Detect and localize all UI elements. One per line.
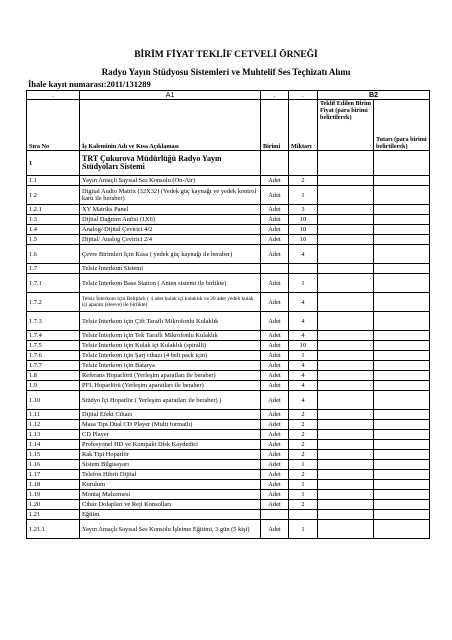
table-row	[27, 235, 430, 245]
table-row	[27, 293, 430, 312]
section-row	[27, 151, 430, 176]
row-number: 1.5	[27, 235, 80, 245]
row-number: 1.3	[27, 215, 80, 225]
row-number: 1.13	[27, 430, 80, 440]
row-total	[374, 470, 430, 480]
table-row	[27, 176, 430, 186]
row-quantity: 4	[289, 391, 318, 410]
row-total	[374, 215, 430, 225]
table-row	[27, 215, 430, 225]
row-description: Dijital/ Analog Çevirici 2/4	[80, 235, 261, 245]
header-unit: Birimi	[261, 100, 289, 151]
table-row	[27, 274, 430, 293]
row-unit: Adet	[261, 205, 289, 215]
row-quantity: 10	[289, 341, 318, 351]
row-number: 1.11	[27, 410, 80, 420]
table-row	[27, 410, 430, 420]
table-row	[27, 420, 430, 430]
row-number: 1.12	[27, 420, 80, 430]
row-description: Digital Audio Matrix (32X32) (Yedek güç kaynağı ve yedek kontrol kartı ile beraber)	[80, 186, 261, 205]
row-description: Kurulum	[80, 480, 261, 490]
row-total	[374, 440, 430, 450]
table-row	[27, 480, 430, 490]
row-number: 1.18	[27, 480, 80, 490]
row-unit: Adet	[261, 293, 289, 312]
row-unit: Adet	[261, 490, 289, 500]
row-unit-price	[318, 205, 374, 215]
row-quantity: 4	[289, 371, 318, 381]
row-number: 1.21.1	[27, 520, 80, 539]
row-unit: Adet	[261, 186, 289, 205]
row-description: Rak Tipi Hoparlör	[80, 450, 261, 460]
document-subtitle: Radyo Yayın Stüdyosu Sistemleri ve Muhtelif Ses Teçhizatı Alımı	[101, 67, 351, 77]
row-unit: Adet	[261, 274, 289, 293]
row-unit: Adet	[261, 440, 289, 450]
row-description: Masa Tipi Dual CD Player (Multi formatlı)	[80, 420, 261, 430]
row-quantity: 1	[289, 480, 318, 490]
row-total	[374, 312, 430, 331]
row-total	[374, 235, 430, 245]
table-row	[27, 490, 430, 500]
col-label-b2: B2	[318, 91, 430, 100]
row-unit: Adet	[261, 331, 289, 341]
row-unit-price	[318, 500, 374, 510]
col-label-dot: .	[289, 91, 318, 100]
row-unit-price	[318, 480, 374, 490]
row-unit: Adet	[261, 430, 289, 440]
header-row	[27, 100, 430, 151]
row-unit: Adet	[261, 215, 289, 225]
row-total	[374, 500, 430, 510]
row-unit-price	[318, 331, 374, 341]
row-unit-price	[318, 312, 374, 331]
row-description: Profesyonel HD ve Kompakt Disk Kaydedici	[80, 440, 261, 450]
empty-cell	[374, 151, 430, 176]
row-number: 1.7.1	[27, 274, 80, 293]
row-description: Eğitim	[80, 510, 261, 520]
row-unit: Adet	[261, 470, 289, 480]
header-sira-no: Sıra No	[27, 100, 80, 151]
row-description: Telsiz İnterkom Base Station ( Anten sistemi ile birlikte)	[80, 274, 261, 293]
row-unit-price	[318, 410, 374, 420]
row-unit-price	[318, 460, 374, 470]
row-total	[374, 341, 430, 351]
row-unit: Adet	[261, 312, 289, 331]
row-quantity: 1	[289, 186, 318, 205]
row-quantity: 4	[289, 312, 318, 331]
table-row	[27, 450, 430, 460]
row-quantity: 2	[289, 420, 318, 430]
row-description: Telsiz İnterkom için Çift Taraflı Mikrofonlu Kulaklık	[80, 312, 261, 331]
row-unit-price	[318, 430, 374, 440]
row-number: 1.20	[27, 500, 80, 510]
row-quantity: 2	[289, 430, 318, 440]
row-unit: Adet	[261, 460, 289, 470]
row-quantity: 2	[289, 440, 318, 450]
row-unit	[261, 264, 289, 274]
row-number: 1.14	[27, 440, 80, 450]
row-total	[374, 480, 430, 490]
row-quantity: 1	[289, 351, 318, 361]
row-description: Telsiz İnterkom için Şarj cihazı (4 belt pack için)	[80, 351, 261, 361]
table-row	[27, 371, 430, 381]
row-description: Telsiz İnterkom için Kulak içi Kulaklık (spiralli)	[80, 341, 261, 351]
row-number: 1.10	[27, 391, 80, 410]
header-unit-price: Teklif Edilen Birim Fiyat (para birimi belirtilerek)	[318, 100, 374, 151]
row-total	[374, 410, 430, 420]
row-unit: Adet	[261, 381, 289, 391]
row-unit: Adet	[261, 235, 289, 245]
header-description: İş Kaleminin Adı ve Kısa Açıklaması	[80, 100, 261, 151]
row-unit: Adet	[261, 391, 289, 410]
empty-cell	[318, 151, 374, 176]
row-description: Çevre Birimleri İçin Kasa ( yedek güç kaynağı ile beraber)	[80, 245, 261, 264]
row-number: 1.15	[27, 450, 80, 460]
row-unit-price	[318, 490, 374, 500]
row-quantity: 10	[289, 235, 318, 245]
row-unit-price	[318, 440, 374, 450]
row-total	[374, 381, 430, 391]
table-row	[27, 225, 430, 235]
row-description: CD Player	[80, 430, 261, 440]
row-number: 1.2	[27, 186, 80, 205]
row-quantity: 2	[289, 450, 318, 460]
row-description: Telsiz İnterkom için Batarya	[80, 361, 261, 371]
row-number: 1.7.4	[27, 331, 80, 341]
table-row	[27, 264, 430, 274]
table-row	[27, 460, 430, 470]
empty-cell	[261, 151, 289, 176]
row-total	[374, 245, 430, 264]
row-description: Telefon Hibrit Dijital	[80, 470, 261, 480]
row-quantity: 2	[289, 176, 318, 186]
row-number: 1.7.3	[27, 312, 80, 331]
row-quantity: 1	[289, 274, 318, 293]
row-description: Analog/ Dijital Çevirici 4/2	[80, 225, 261, 235]
row-quantity: 4	[289, 361, 318, 371]
row-quantity: 2	[289, 410, 318, 420]
table-row	[27, 312, 430, 331]
col-label-a1: A1	[80, 91, 261, 100]
row-unit-price	[318, 186, 374, 205]
row-quantity	[289, 510, 318, 520]
table-row	[27, 440, 430, 450]
row-number: 1.17	[27, 470, 80, 480]
tender-number: İhale kayıt numarası:2011/131289	[28, 79, 151, 89]
table-row	[27, 470, 430, 480]
row-unit	[261, 510, 289, 520]
row-total	[374, 450, 430, 460]
row-unit-price	[318, 274, 374, 293]
row-total	[374, 331, 430, 341]
row-number: 1.6	[27, 245, 80, 264]
row-number: 1.16	[27, 460, 80, 470]
row-unit-price	[318, 293, 374, 312]
row-unit: Adet	[261, 520, 289, 539]
row-total	[374, 460, 430, 470]
row-total	[374, 430, 430, 440]
table-row	[27, 186, 430, 205]
row-total	[374, 176, 430, 186]
row-quantity: 4	[289, 331, 318, 341]
row-total	[374, 420, 430, 430]
row-description: Dijital Efekt Cihazı	[80, 410, 261, 420]
table-row	[27, 500, 430, 510]
row-unit: Adet	[261, 420, 289, 430]
table-row	[27, 331, 430, 341]
row-unit-price	[318, 341, 374, 351]
row-unit: Adet	[261, 410, 289, 420]
row-unit-price	[318, 381, 374, 391]
row-unit-price	[318, 510, 374, 520]
row-total	[374, 510, 430, 520]
row-total	[374, 225, 430, 235]
table-row	[27, 351, 430, 361]
row-number: 1.9	[27, 381, 80, 391]
table-row	[27, 430, 430, 440]
row-description: Telsiz İnterkom için Tek Taraflı Mikrofonlu Kulaklık	[80, 331, 261, 341]
row-unit-price	[318, 391, 374, 410]
row-number: 1.7	[27, 264, 80, 274]
row-unit: Adet	[261, 361, 289, 371]
row-total	[374, 361, 430, 371]
row-total	[374, 490, 430, 500]
row-description: Sistem Bilgisayarı	[80, 460, 261, 470]
row-unit-price	[318, 520, 374, 539]
row-quantity: 1	[289, 490, 318, 500]
empty-cell	[289, 151, 318, 176]
price-schedule-table	[26, 90, 430, 539]
table-row	[27, 391, 430, 410]
row-total	[374, 391, 430, 410]
row-unit-price	[318, 215, 374, 225]
row-description: Telsiz İnterkom Sistemi	[80, 264, 261, 274]
col-label-dot: .	[27, 91, 80, 100]
row-total	[374, 351, 430, 361]
row-description: Yayın Amaçlı Sayısal Ses Konsolu İşletme Eğitimi, 3 gün (5 kişi)	[80, 520, 261, 539]
row-unit: Adet	[261, 225, 289, 235]
row-quantity: 1	[289, 520, 318, 539]
row-number: 1.19	[27, 490, 80, 500]
row-unit: Adet	[261, 371, 289, 381]
row-unit-price	[318, 371, 374, 381]
row-unit: Adet	[261, 176, 289, 186]
row-quantity	[289, 264, 318, 274]
column-letter-row	[27, 91, 430, 100]
row-number: 1.2.1	[27, 205, 80, 215]
row-quantity: 3	[289, 205, 318, 215]
row-unit: Adet	[261, 245, 289, 264]
row-description: PFL Hoparlörü (Yerleşim aparatları ile beraber)	[80, 381, 261, 391]
row-number: 1.7.2	[27, 293, 80, 312]
row-unit: Adet	[261, 480, 289, 490]
row-number: 1.7.6	[27, 351, 80, 361]
document-title: BİRİM FİYAT TEKLİF CETVELİ ÖRNEĞİ	[134, 50, 318, 60]
row-unit-price	[318, 470, 374, 480]
row-description: Cihaz Dolapları ve Reji Konsolları	[80, 500, 261, 510]
row-quantity: 1	[289, 460, 318, 470]
row-total	[374, 371, 430, 381]
row-quantity: 4	[289, 245, 318, 264]
row-quantity: 10	[289, 215, 318, 225]
row-unit-price	[318, 176, 374, 186]
table-row	[27, 381, 430, 391]
row-total	[374, 274, 430, 293]
row-total	[374, 205, 430, 215]
row-description: XY Matriks Panel	[80, 205, 261, 215]
row-total	[374, 293, 430, 312]
section-name: TRT Çukurova Müdürlüğü Radyo Yayın Stüdyoları Sistemi	[80, 151, 261, 176]
row-unit-price	[318, 361, 374, 371]
row-description: Dijital Dağıtım Anfisi (1X6)	[80, 215, 261, 225]
row-unit-price	[318, 264, 374, 274]
table-row	[27, 205, 430, 215]
row-number: 1.21	[27, 510, 80, 520]
row-total	[374, 264, 430, 274]
row-description: Yayın Amaçlı Sayısal Ses Konsolu (On-Air)	[80, 176, 261, 186]
table-row	[27, 245, 430, 264]
row-description: Telsiz İnterkom için Beltpack ( 4 adet kulak içi kulaklık ve 20 adet yedek kulak içi aparatı (sleeve) ile birlikte)	[80, 293, 261, 312]
row-number: 1.1	[27, 176, 80, 186]
row-quantity: 10	[289, 225, 318, 235]
row-total	[374, 520, 430, 539]
table-row	[27, 361, 430, 371]
row-description: Stüdyo İçi Hoparlör ( Yerleşim aparatları ile beraber) )	[80, 391, 261, 410]
header-quantity: Miktarı	[289, 100, 318, 151]
row-quantity: 4	[289, 381, 318, 391]
table-row	[27, 520, 430, 539]
row-unit-price	[318, 450, 374, 460]
section-number: 1	[27, 151, 80, 176]
row-unit-price	[318, 225, 374, 235]
table-row	[27, 341, 430, 351]
row-unit-price	[318, 420, 374, 430]
row-unit: Adet	[261, 450, 289, 460]
table-row	[27, 510, 430, 520]
header-total: Tutarı (para birimi belirtilerek)	[374, 100, 430, 151]
row-quantity: 2	[289, 500, 318, 510]
row-number: 1.4	[27, 225, 80, 235]
row-unit-price	[318, 245, 374, 264]
row-number: 1.7.5	[27, 341, 80, 351]
row-unit: Adet	[261, 341, 289, 351]
row-description: Referans Hoparlörü (Yerleşim aparatları ile beraber)	[80, 371, 261, 381]
col-label-dot: .	[261, 91, 289, 100]
row-unit-price	[318, 351, 374, 361]
row-total	[374, 186, 430, 205]
row-number: 1.8	[27, 371, 80, 381]
row-quantity: 2	[289, 470, 318, 480]
row-quantity: 4	[289, 293, 318, 312]
row-unit: Adet	[261, 500, 289, 510]
row-unit-price	[318, 235, 374, 245]
row-number: 1.7.7	[27, 361, 80, 371]
row-unit: Adet	[261, 351, 289, 361]
row-description: Montaj Malzemesi	[80, 490, 261, 500]
